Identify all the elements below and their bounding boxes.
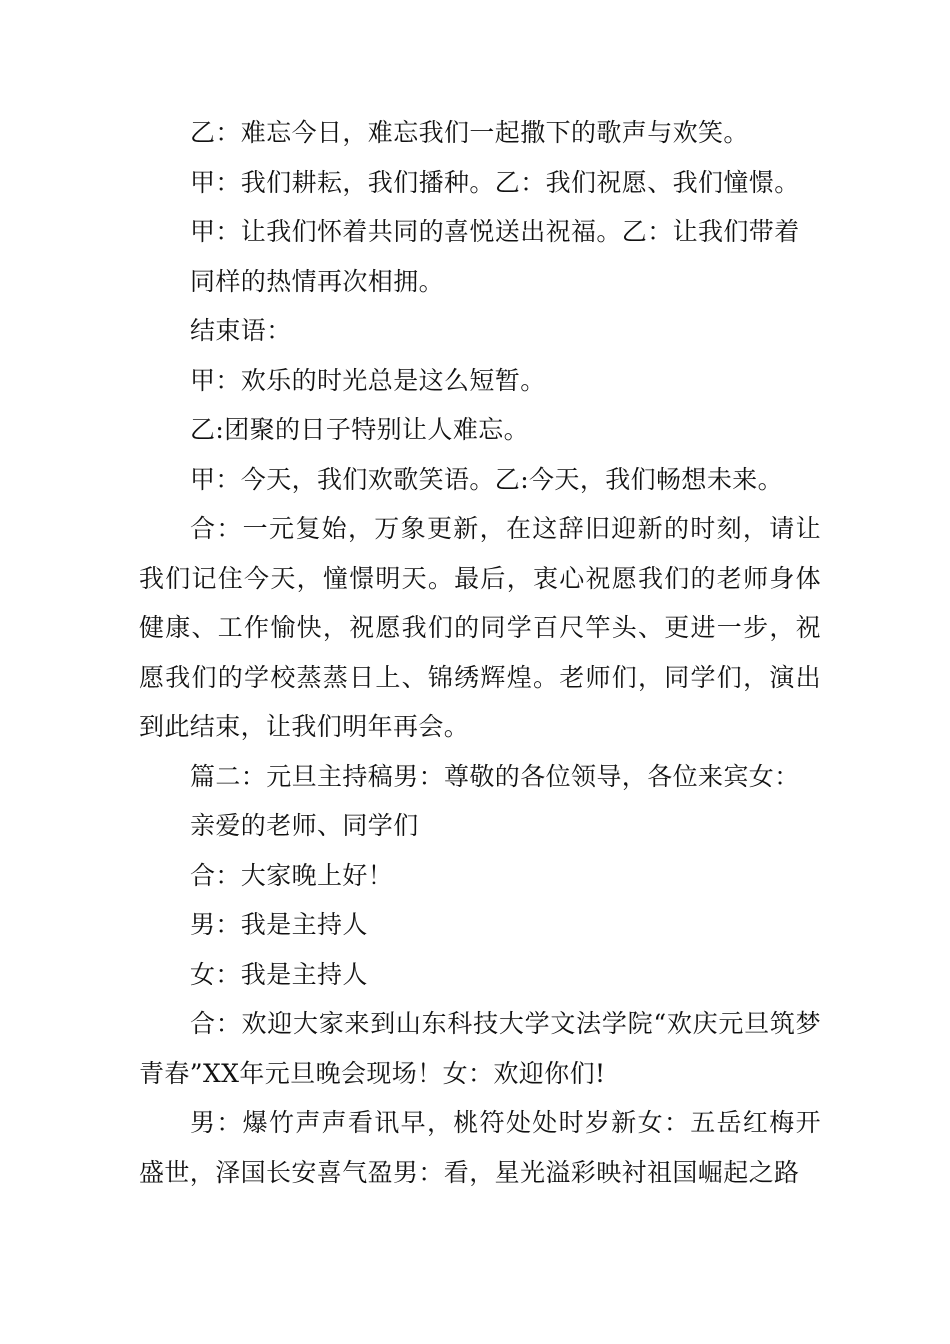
paragraph: 甲：欢乐的时光总是这么短暂。 bbox=[190, 365, 546, 395]
paragraph: 乙:团聚的日子特别让人难忘。 bbox=[190, 415, 530, 444]
paragraph: 女：我是主持人 bbox=[190, 959, 368, 989]
paragraph: 合：大家晚上好！ bbox=[190, 860, 394, 890]
paragraph: 同样的热情再次相拥。 bbox=[190, 266, 445, 296]
paragraph: 结束语： bbox=[190, 316, 292, 345]
paragraph: 甲：我们耕耘，我们播种。乙：我们祝愿、我们憧憬。 bbox=[190, 167, 800, 197]
document-body bbox=[139, 108, 821, 1197]
paragraph: 男：爆竹声声看讯早，桃符处处时岁新女：五岳红梅开盛世，泽国长安喜气盈男：看，星光溢彩映衬祖国崛起之路 bbox=[139, 1108, 821, 1187]
paragraph: 合：一元复始，万象更新，在这辞旧迎新的时刻，请让我们记住今天，憧憬明天。最后，衷心祝愿我们的老师身体健康、工作愉快，祝愿我们的同学百尺竿头、更进一步，祝愿我们的学校蒸蒸日上、锦绣辉煌。老师们，同学们，演出到此结束，让我们明年再会。 bbox=[139, 514, 821, 741]
paragraph: 篇二：元旦主持稿男：尊敬的各位领导，各位来宾女： bbox=[190, 761, 800, 791]
paragraph: 亲爱的老师、同学们 bbox=[190, 811, 419, 840]
paragraph: 合：欢迎大家来到山东科技大学文法学院“欢庆元旦筑梦青春”XX年元旦晚会现场！女：欢迎你们! bbox=[139, 1009, 821, 1088]
paragraph: 甲：让我们怀着共同的喜悦送出祝福。乙：让我们带着 bbox=[190, 217, 800, 246]
paragraph: 甲：今天，我们欢歌笑语。乙:今天，我们畅想未来。 bbox=[190, 464, 784, 494]
paragraph: 男：我是主持人 bbox=[190, 910, 368, 939]
paragraph: 乙：难忘今日，难忘我们一起撒下的歌声与欢笑。 bbox=[190, 118, 749, 147]
